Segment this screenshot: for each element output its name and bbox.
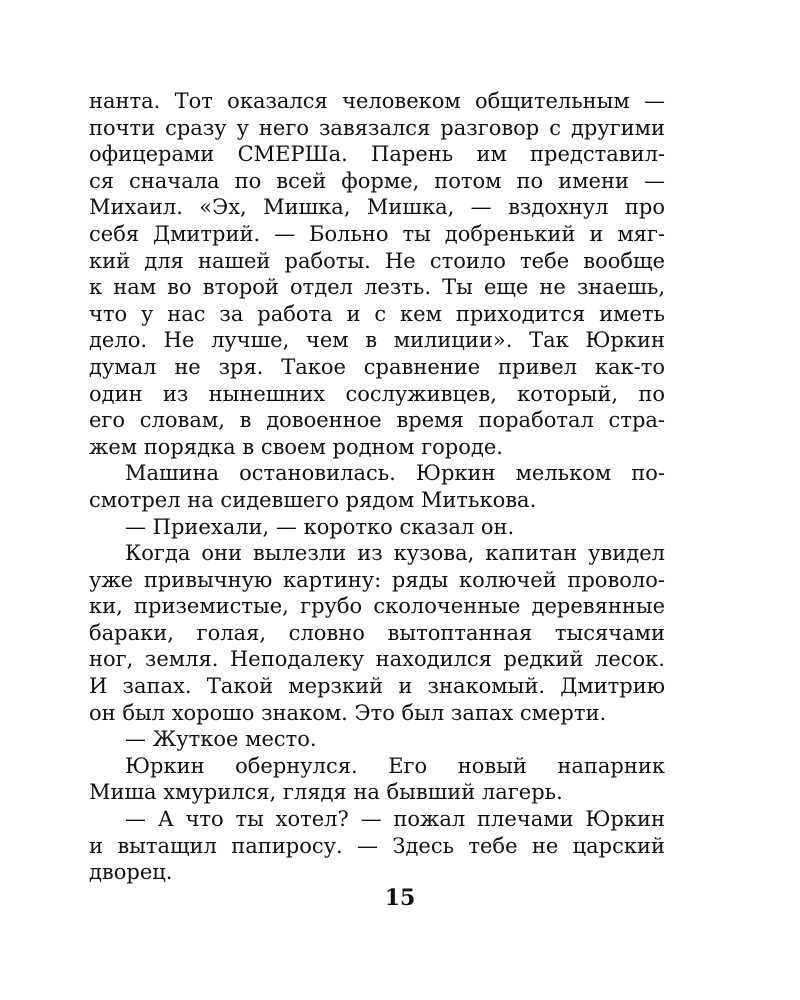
- text-line: ног, земля. Неподалеку находился редкий лесок.: [89, 647, 665, 672]
- page-number: 15: [384, 885, 416, 911]
- text-line: дворец.: [89, 860, 173, 885]
- text-line: Михаил. «Эх, Мишка, Мишка, — вздохнул про: [89, 195, 665, 220]
- text-line: уже привычную картину: ряды колючей проволо-: [89, 567, 665, 592]
- text-line: Юркин обернулся. Его новый напарник: [125, 753, 665, 778]
- text-line: дело. Не лучше, чем в милиции». Так Юркин: [89, 328, 665, 353]
- text-line: жем порядка в своем родном городе.: [89, 434, 503, 459]
- text-line: нанта. Тот оказался человеком общительным —: [89, 89, 665, 113]
- text-line: думал не зря. Такое сравнение привел как-то: [89, 354, 665, 379]
- text-line: И запах. Такой мерзкий и знакомый. Дмитрию: [89, 674, 665, 699]
- text-line: ся сначала по всей форме, потом по имени —: [89, 168, 665, 193]
- text-line: ки, приземистые, грубо сколоченные деревянные: [89, 594, 665, 619]
- text-line: что у нас за работа и с кем приходится иметь: [89, 301, 665, 326]
- text-line: Машина остановилась. Юркин мельком по-: [125, 461, 665, 486]
- text-line: — А что ты хотел? — пожал плечами Юркин: [125, 807, 665, 832]
- text-line: себя Дмитрий. — Больно ты добренький и мяг-: [89, 221, 665, 246]
- body-text: [89, 88, 665, 886]
- text-line: — Приехали, — коротко сказал он.: [125, 514, 515, 539]
- text-line: почти сразу у него завязался разговор с другими: [89, 115, 665, 140]
- text-line: его словам, в довоенное время поработал стра-: [89, 408, 665, 433]
- text-line: кий для нашей работы. Не стоило тебе вообще: [89, 248, 665, 273]
- text-line: к нам во второй отдел лезть. Ты еще не знаешь,: [89, 275, 665, 300]
- text-line: один из нынешних сослуживцев, который, по: [89, 381, 665, 406]
- text-line: бараки, голая, словно вытоптанная тысячами: [89, 620, 665, 645]
- text-line: он был хорошо знаком. Это был запах смерти.: [89, 700, 607, 725]
- text-line: Когда они вылезли из кузова, капитан увидел: [125, 541, 665, 566]
- text-line: — Жуткое место.: [125, 727, 317, 752]
- text-line: Миша хмурился, глядя на бывший лагерь.: [89, 780, 563, 805]
- text-line: смотрел на сидевшего рядом Митькова.: [89, 487, 537, 512]
- text-line: и вытащил папиросу. — Здесь тебе не царский: [89, 833, 665, 858]
- text-line: офицерами СМЕРШа. Парень им представил-: [89, 142, 665, 167]
